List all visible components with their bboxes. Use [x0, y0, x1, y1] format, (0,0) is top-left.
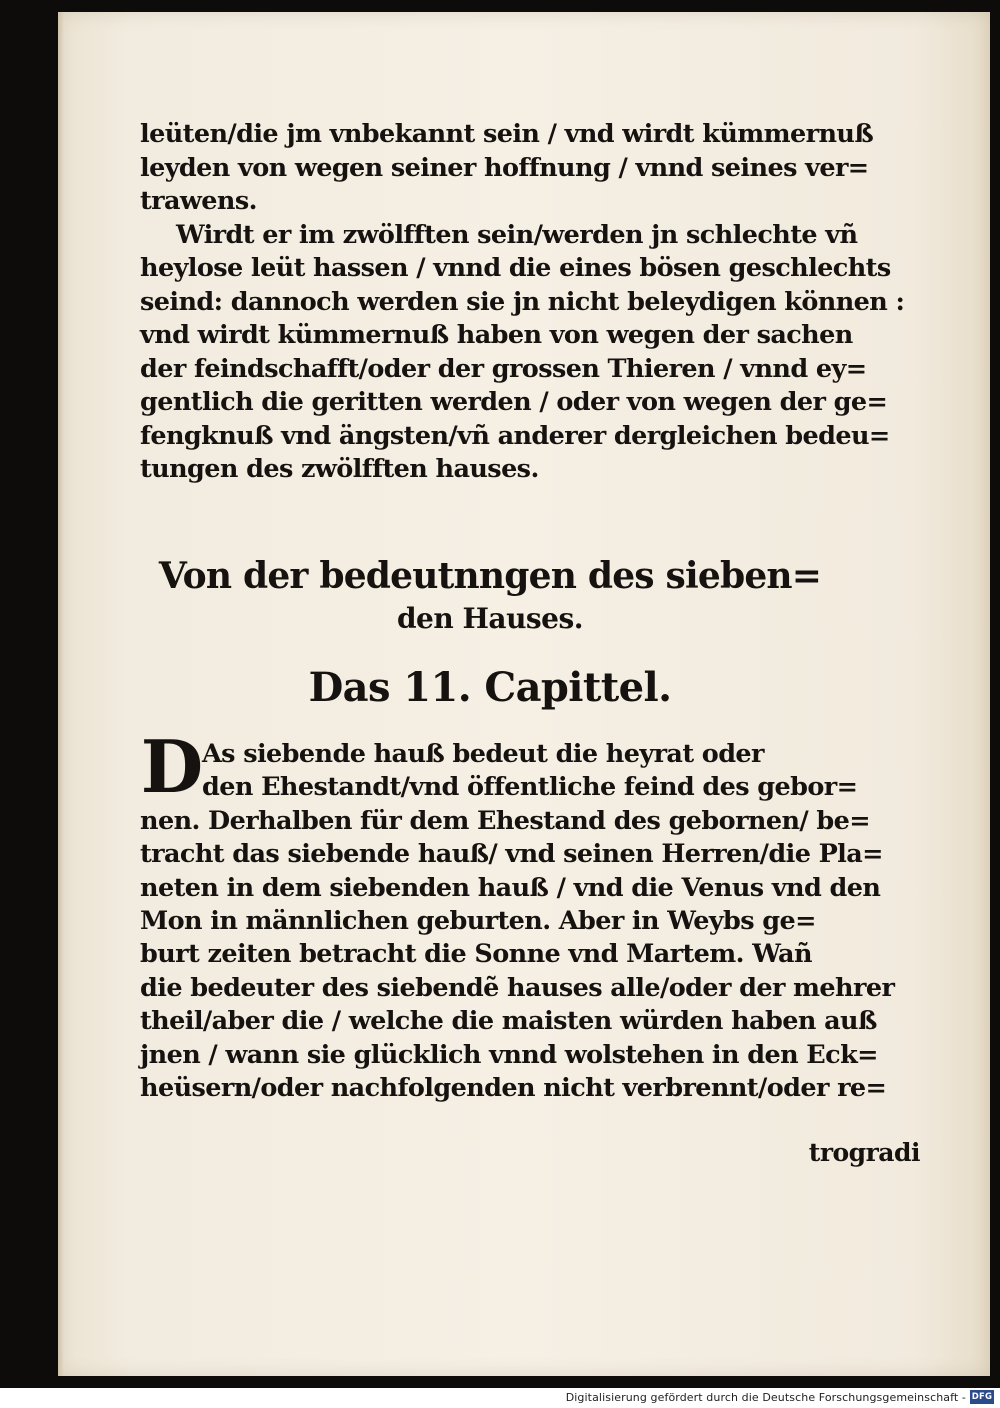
text-block-chapter: [140, 738, 895, 1105]
text-line: tungen des zwölfften hauses.: [140, 454, 539, 484]
text-line: der feindschafft/oder der grossen Thieren / vnnd ey=: [140, 353, 867, 384]
text-line: gentlich die geritten werden / oder von wegen der ge=: [140, 387, 888, 417]
text-line: As siebende hauß bedeut die heyrat oder: [202, 739, 764, 769]
digitization-footer: [0, 1388, 1000, 1408]
text-line: theil/aber die / welche die maisten würden haben auß: [140, 1006, 877, 1037]
text-line: fengknuß vnd ängsten/vñ anderer dergleichen bedeu=: [140, 420, 890, 451]
text-line: nen. Derhalben für dem Ehestand des gebornen/ be=: [140, 805, 871, 836]
text-line: die bedeuter des siebendẽ hauses alle/oder der mehrer: [140, 972, 895, 1003]
drop-cap-initial: D: [140, 724, 204, 809]
dfg-logo[interactable]: DFG: [971, 1392, 993, 1402]
text-line: Mon in männlichen geburten. Aber in Weybs ge=: [140, 905, 816, 936]
chapter-title: Das 11. Capittel.: [308, 664, 672, 711]
text-block-continued: [140, 118, 905, 487]
text-line: jnen / wann sie glücklich vnnd wolstehen in den Eck=: [140, 1039, 878, 1070]
text-line: vnd wirdt kümmernuß haben von wegen der sachen: [140, 320, 853, 350]
text-line: heylose leüt hassen / vnnd die eines bösen geschlechts: [140, 253, 891, 283]
text-line: leüten/die jm vnbekannt sein / vnd wirdt kümmernuß: [140, 119, 874, 149]
section-heading-line-1: Von der bedeutnngen des sieben=: [158, 555, 822, 597]
footer-credit-text: Digitalisierung gefördert durch die Deutsche Forschungsgemeinschaft -: [565, 1391, 966, 1404]
text-line: Wirdt er im zwölfften sein/werden jn schlechte vñ: [176, 219, 858, 250]
section-heading-line-2: den Hauses.: [396, 602, 584, 635]
text-line: burt zeiten betracht die Sonne vnd Martem. Wañ: [140, 939, 812, 970]
text-line: heüsern/oder nachfolgenden nicht verbrennt/oder re=: [140, 1072, 887, 1103]
text-line: den Ehestandt/vnd öffentliche feind des gebor=: [202, 772, 858, 803]
text-line: trawens.: [140, 186, 257, 216]
page-edge: [58, 12, 64, 1376]
text-line: leyden von wegen seiner hoffnung / vnnd seines ver=: [140, 152, 869, 183]
text-line: tracht das siebende hauß/ vnd seinen Herren/die Pla=: [140, 839, 883, 870]
text-line: neten in dem siebenden hauß / vnd die Venus vnd den: [140, 872, 881, 903]
catchword: trogradi: [808, 1138, 920, 1167]
text-line: seind: dannoch werden sie jn nicht beleydigen können :: [140, 286, 905, 317]
